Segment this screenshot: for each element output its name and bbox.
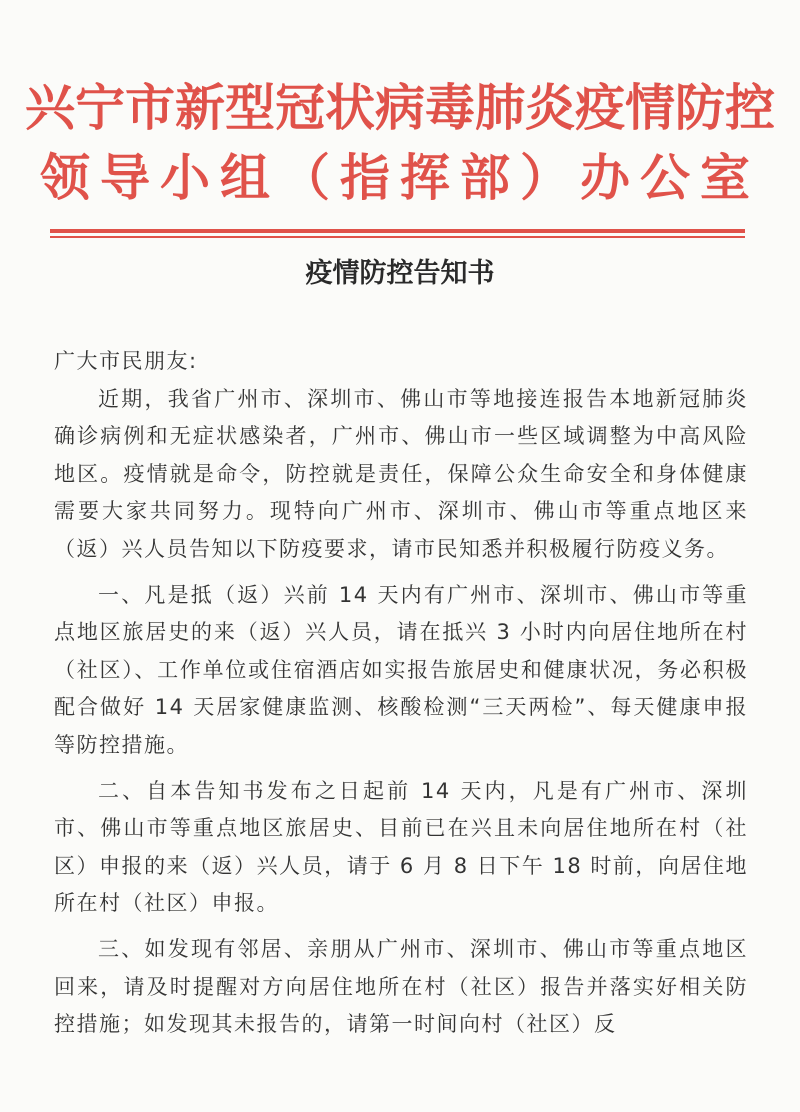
header-divider-thick xyxy=(50,229,745,233)
paragraph-item-2: 二、自本告知书发布之日起前 14 天内，凡是有广州市、深圳市、佛山市等重点地区旅居史、目前已在兴且未向居住地所在村（社区）申报的来（返）兴人员，请于 6 月 8 日下午 18 时前，向居住地所在村（社区）申报。 xyxy=(54,778,748,916)
header-divider-thin xyxy=(50,236,745,238)
document-title: 疫情防控告知书 xyxy=(305,258,495,289)
issuer-header-line-1: 兴宁市新型冠状病毒肺炎疫情防控 xyxy=(25,78,775,137)
paragraph-intro: 近期，我省广州市、深圳市、佛山市等地接连报告本地新冠肺炎确诊病例和无症状感染者，广州市、佛山市一些区域调整为中高风险地区。疫情就是命令，防控就是责任，保障公众生命安全和身体健康需要大家共同努力。现特向广州市、深圳市、佛山市等重点地区来（返）兴人员告知以下防疫要求，请市民知悉并积极履行防疫义务。 xyxy=(54,386,748,561)
salutation: 广大市民朋友: xyxy=(54,349,198,373)
document-body xyxy=(54,343,748,1044)
issuer-header-line-2: 领导小组（指挥部）办公室 xyxy=(40,148,760,207)
paragraph-item-1: 一、凡是抵（返）兴前 14 天内有广州市、深圳市、佛山市等重点地区旅居史的来（返）兴人员，请在抵兴 3 小时内向居住地所在村（社区）、工作单位或住宿酒店如实报告旅居史和健康状况，务必积极配合做好 14 天居家健康监测、核酸检测“三天两检”、每天健康申报等防控措施。 xyxy=(54,582,748,757)
paragraph-item-3: 三、如发现有邻居、亲朋从广州市、深圳市、佛山市等重点地区回来，请及时提醒对方向居住地所在村（社区）报告并落实好相关防控措施；如发现其未报告的，请第一时间向村（社区）反 xyxy=(54,936,748,1037)
